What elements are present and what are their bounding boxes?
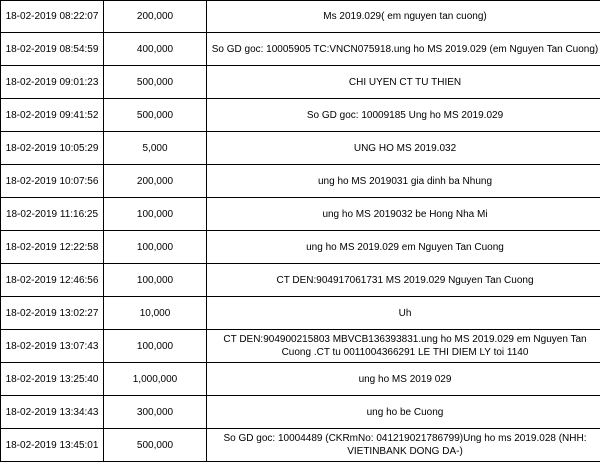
transaction-date-cell: 18-02-2019 12:22:58 [1,231,104,264]
transaction-date-cell: 18-02-2019 13:34:43 [1,396,104,429]
table-row [1,264,600,297]
transaction-date-cell: 18-02-2019 13:45:01 [1,429,104,462]
transaction-description-cell: So GD goc: 10009185 Ung ho MS 2019.029 [207,99,600,132]
transaction-description-cell: ung ho be Cuong [207,396,600,429]
transaction-date-cell: 18-02-2019 11:16:25 [1,198,104,231]
table-row [1,198,600,231]
transaction-description-cell: CT DEN:904917061731 MS 2019.029 Nguyen Tan Cuong [207,264,600,297]
transaction-date-cell: 18-02-2019 13:02:27 [1,297,104,330]
transaction-description-cell: Ms 2019.029( em nguyen tan cuong) [207,1,600,33]
transaction-description-cell: ung ho MS 2019.029 em Nguyen Tan Cuong [207,231,600,264]
transaction-amount-cell: 100,000 [104,330,207,363]
transaction-description-cell: ung ho MS 2019032 be Hong Nha Mi [207,198,600,231]
table-row [1,297,600,330]
table-row [1,330,600,363]
transaction-amount-cell: 500,000 [104,429,207,462]
transaction-amount-cell: 500,000 [104,99,207,132]
transaction-date-cell: 18-02-2019 13:25:40 [1,363,104,396]
transaction-amount-cell: 100,000 [104,264,207,297]
transaction-description-cell: Uh [207,297,600,330]
transaction-description-cell: ung ho MS 2019 029 [207,363,600,396]
transaction-date-cell: 18-02-2019 12:46:56 [1,264,104,297]
table-row [1,66,600,99]
table-row [1,1,600,33]
table-row [1,132,600,165]
transaction-date-cell: 18-02-2019 10:05:29 [1,132,104,165]
transaction-date-cell: 18-02-2019 09:01:23 [1,66,104,99]
table-row [1,363,600,396]
transaction-amount-cell: 10,000 [104,297,207,330]
transaction-amount-cell: 1,000,000 [104,363,207,396]
transaction-description-cell: ung ho MS 2019031 gia dinh ba Nhung [207,165,600,198]
table-row [1,165,600,198]
transaction-date-cell: 18-02-2019 08:54:59 [1,33,104,66]
transaction-amount-cell: 200,000 [104,165,207,198]
transaction-description-cell: UNG HO MS 2019.032 [207,132,600,165]
transaction-date-cell: 18-02-2019 13:07:43 [1,330,104,363]
transaction-amount-cell: 100,000 [104,231,207,264]
table-row [1,33,600,66]
transaction-amount-cell: 200,000 [104,1,207,33]
transaction-description-cell: So GD goc: 10005905 TC:VNCN075918.ung ho MS 2019.029 (em Nguyen Tan Cuong) [207,33,600,66]
transaction-amount-cell: 500,000 [104,66,207,99]
transaction-table-body [1,1,600,462]
transaction-amount-cell: 5,000 [104,132,207,165]
table-row [1,231,600,264]
transaction-description-cell: CHI UYEN CT TU THIEN [207,66,600,99]
transaction-amount-cell: 100,000 [104,198,207,231]
transaction-description-cell: CT DEN:904900215803 MBVCB136393831.ung ho MS 2019.029 em Nguyen Tan Cuong .CT tu 0011004366291 LE THI DIEM LY toi 1140 [207,330,600,363]
table-row [1,396,600,429]
transaction-date-cell: 18-02-2019 09:41:52 [1,99,104,132]
transaction-date-cell: 18-02-2019 10:07:56 [1,165,104,198]
transaction-date-cell: 18-02-2019 08:22:07 [1,1,104,33]
table-row [1,99,600,132]
table-row [1,429,600,462]
transaction-amount-cell: 300,000 [104,396,207,429]
transaction-amount-cell: 400,000 [104,33,207,66]
transaction-description-cell: So GD goc: 10004489 (CKRmNo: 041219021786799)Ung ho ms 2019.028 (NHH: VIETINBANK DONG DA-) [207,429,600,462]
